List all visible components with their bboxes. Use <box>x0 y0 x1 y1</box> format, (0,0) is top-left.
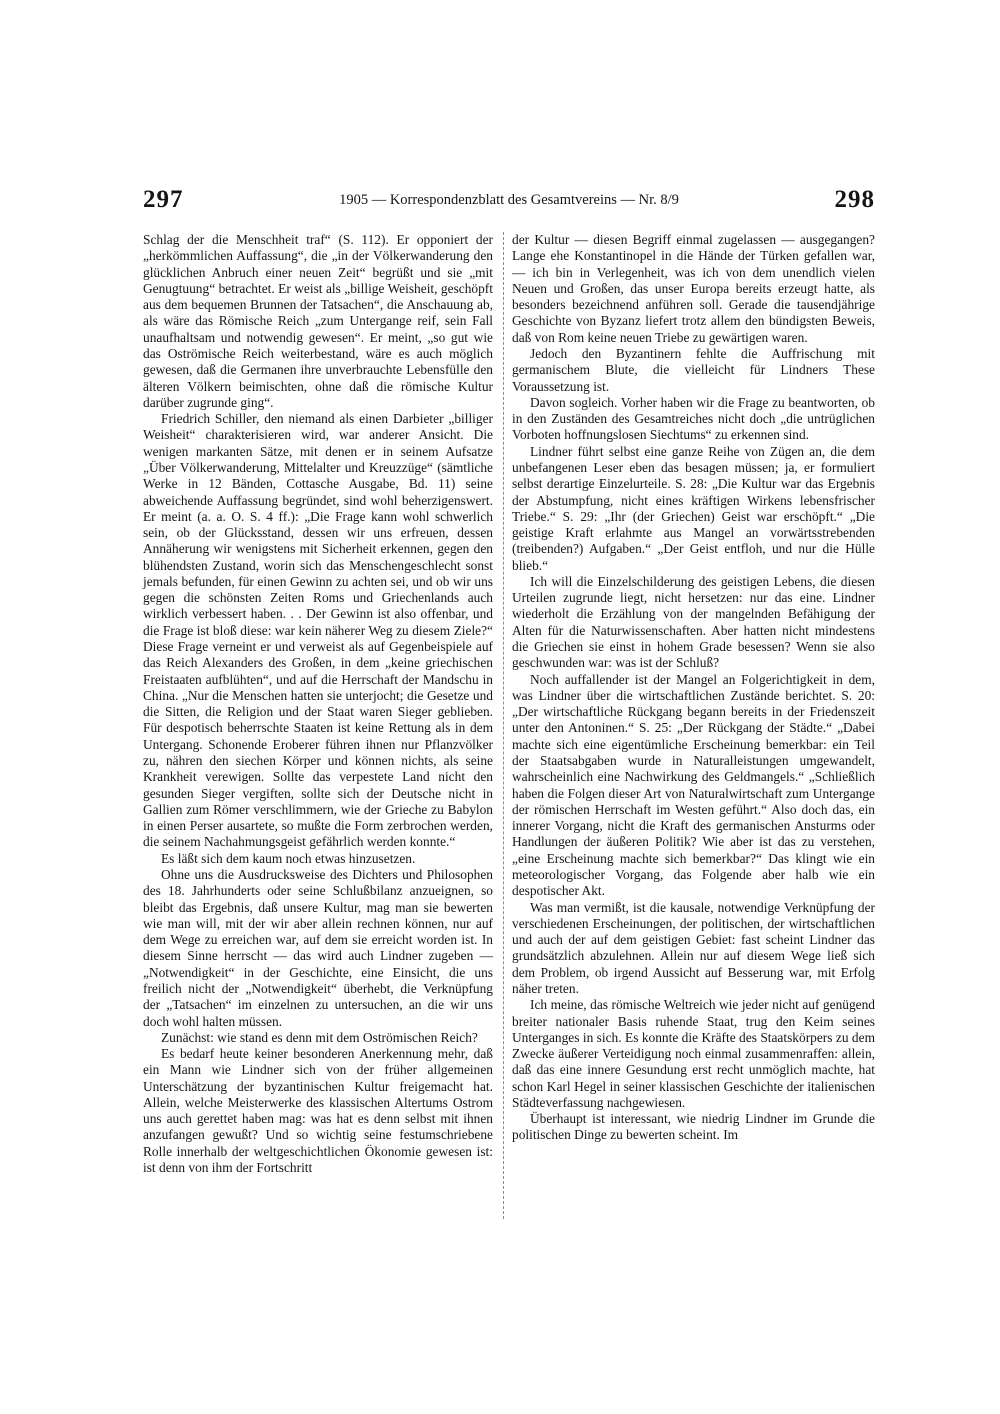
paragraph: Zunächst: wie stand es denn mit dem Oströmischen Reich? <box>161 1029 478 1045</box>
paragraph: Lindner führt selbst eine ganze Reihe von Zügen an, die dem unbefangenen Leser eben das besagen müssen; ja, er formuliert selbst derartige Einzelurteile. S. 28: „Die Kultur war das Ergebnis der Abstumpfung, nicht eines kräftigen Wirkens lebensfrischer Triebe.“ S. 29: „Ihr (der Griechen) Geist war erschöpft.“ „Die geistige Kraft erlahmte aus Mangel an vorwärtsstrebenden (treibenden?) Aufgaben.“ „Der Geist entfloh, und nur die Hülle blieb.“ <box>512 443 875 573</box>
column-divider <box>503 232 504 1219</box>
paragraph: Es läßt sich dem kaum noch etwas hinzusetzen. <box>161 850 416 866</box>
paragraph: Ich meine, das römische Weltreich wie jeder nicht auf genügend breiter nationaler Basis ruhende Staat, trug den Keim seines Unterganges in sich. Es konnte die Kräfte des Staatskörpers zu dem Zwecke äußerer Verteidigung noch einmal zusammenraffen: allein, daß das eine innere Gesundung erst recht unmöglich machte, hat schon Karl Hegel in seiner klassischen Geschichte der italienischen Städteverfassung nachgewiesen. <box>512 997 875 1110</box>
paragraph: Ich will die Einzelschilderung des geistigen Lebens, die diesen Urteilen zugrunde liegt, nicht hersetzen: nur das eine. Lindner wiederholt die Erzählung von der mangelnden Befähigung der Alten für die Naturwissenschaften. Aber hatten nicht mindestens die Griechen sie einst in hohem Grade besessen? Wenn sie also geschwunden war: was ist der Schluß? <box>512 573 875 671</box>
paragraph: Friedrich Schiller, den niemand als einen Darbieter „billiger Weisheit“ charakterisieren wird, war anderer Ansicht. Die wenigen markanten Sätze, mit denen er in seinem Aufsatze „Über Völkerwanderung, Mittelalter und Kreuzzüge“ (sämtliche Werke in 12 Bänden, Cottasche Ausgabe, Bd. 11) seine abweichende Auffassung begründet, sind wohl beherzigenswert. Er meint (a. a. O. S. 4 ff.): „Die Frage kann wohl schwerlich sein, ob der Glücksstand, dessen wir uns erfreuen, dessen Annäherung wir wenigstens mit Sicherheit erkennen, gegen den blühendsten Zustand, worin sich das Menschengeschlecht sonst jemals befunden, für einen Gewinn zu achten sei, und ob wir uns gegen die schönsten Zeiten Roms und Griechenlands auch wirklich verbessert haben. . . Der Gewinn ist also offenbar, und die Frage ist bloß diese: war kein näherer Weg zu diesem Ziele?“ Diese Frage verneint er und verweist als auf Gegenbeispiele auf das Reich Alexanders des Großen, in dem „keine griechischen Freistaaten aufblühten“, und auf die Herrschaft der Mandschu in China. „Nur die Menschen hatten sie unterjocht; die Gesetze und die Sitten, die Religion und der Staat waren Sieger geblieben. Für despotisch beherrschte Staaten ist keine Rettung als in dem Untergang. Schonende Eroberer führen ihnen nur Pflanzvölker zu, nähren den siechen Körper und können nichts, als seine Krankheit verewigen. Sollte das verpestete Land nicht den gesunden Sieger vergiften, sollte sich der Deutsche nicht in Gallien zum Römer verschlimmern, wie der Grieche zu Babylon in einen Perser ausartete, so mußte die Form zerbrochen werden, die seinem Nachahmungsgeist gefährlich werden konnte.“ <box>143 411 493 850</box>
right-column <box>512 232 875 1144</box>
paragraph: Es bedarf heute keiner besonderen Anerkennung mehr, daß ein Mann wie Lindner sich von der früher allgemeinen Unterschätzung der byzantinischen Kultur freigemacht hat. Allein, welche Meisterwerke des klassischen Altertums Ostrom uns auch gerettet haben mag: was hat es denn selbst mit ihnen anzufangen gewußt? Und so wichtig seine festumschriebene Rolle innerhalb der weltgeschichtlichen Ökonomie gewesen ist: ist denn von ihm der Fortschritt <box>143 1046 493 1176</box>
paragraph: Jedoch den Byzantinern fehlte die Auffrischung mit germanischem Blute, die vielleicht für Lindners These Voraussetzung ist. <box>512 345 875 394</box>
page-number-left: 297 <box>143 186 184 213</box>
left-column <box>143 232 493 1176</box>
page-header <box>143 186 875 214</box>
paragraph: Schlag der die Menschheit traf“ (S. 112). Er opponiert der „herkömmlichen Auffassung“, die „in der Völkerwanderung den glücklichen Anbruch einer neuen Zeit“ begrüßt und sie „mit Genugtuung“ betrachtet. Er weist als „billige Weisheit, geschöpft aus dem bequemen Brunnen der Tatsachen“, die Anschauung ab, als wäre das Römische Reich „zum Untergange reif, sein Fall unaufhaltsam und notwendig gewesen“. Er meint, „so gut wie das Oströmische Reich weiterbestand, wäre es auch möglich gewesen, daß die Germanen ihre unverbrauchte Lebensfülle den älteren Völkern beimischten, ohne daß die römische Kultur darüber zugrunde ging“. <box>143 232 493 410</box>
paragraph: Überhaupt ist interessant, wie niedrig Lindner im Grunde die politischen Dinge zu bewerten scheint. Im <box>512 1111 875 1143</box>
paragraph: Noch auffallender ist der Mangel an Folgerichtigkeit in dem, was Lindner über die wirtschaftlichen Zustände berichtet. S. 20: „Der wirtschaftliche Rückgang begann bereits in der Friedenszeit unter den Antoninen.“ S. 25: „Der Rückgang der Städte.“ „Dabei machte sich eine eigentümliche Erscheinung bemerkbar: ein Teil der Staatsabgaben wurde in Naturalleistungen umgewandelt, wahrscheinlich eine Nachwirkung des Geldmangels.“ „Schließlich haben die Folgen dieser Art von Naturalwirtschaft zum Untergange der römischen Herrschaft im Westen geführt.“ Also doch das, ein innerer Vorgang, nicht die Kraft des germanischen Ansturms oder Handlungen der äußeren Politik? Wie aber ist das zu verstehen, „eine Erscheinung machte sich bemerkbar?“ Das klingt wie ein meteorologischer Vorgang, das Folgende aber halb wie ein despotischer Akt. <box>512 671 875 899</box>
page-number-right: 298 <box>834 186 875 213</box>
paragraph: der Kultur — diesen Begriff einmal zugelassen — ausgegangen? Lange ehe Konstantinopel in die Hände der Türken gefallen war, — ich bin in Verlegenheit, was ich von dem unendlich vielen Neuen und Großen, das unser Europa bereits erzeugt hatte, als besonders bezeichnend anführen soll. Gerade die tausendjährige Geschichte von Byzanz liefert trotz allem den bündigsten Beweis, daß von Rom keine neuen Triebe zu gewärtigen waren. <box>512 232 875 345</box>
paragraph: Davon sogleich. Vorher haben wir die Frage zu beantworten, ob in den Zuständen des Gesamtreiches nicht doch „die untrüglichen Vorboten hoffnungslosen Siechtums“ zu erkennen sind. <box>512 394 875 443</box>
paragraph: Was man vermißt, ist die kausale, notwendige Verknüpfung der verschiedenen Erscheinungen, der politischen, der wirtschaftlichen und auch der auf dem geistigen Gebiet: fast scheint Lindner das grundsätzlich abzulehnen. Allein nur auf diesem Wege ließ sich dem Problem, ob irgend Aussicht auf Besserung war, mit Erfolg näher treten. <box>512 899 875 996</box>
paragraph: Ohne uns die Ausdrucksweise des Dichters und Philosophen des 18. Jahrhunderts oder seine Schlußbilanz anzueignen, so bleibt das Ergebnis, daß unsere Kultur, mag man sie bewerten wie man will, mit der wir aber allein rechnen können, nur auf dem Wege zu erreichen war, auf dem sie erreicht worden ist. In diesem Sinne herrscht — das wird auch Lindner zugeben — „Notwendigkeit“ in der Geschichte, eine Einsicht, die uns freilich nicht der „Notwendigkeit“ überhebt, die Verknüpfung der „Tatsachen“ im einzelnen zu untersuchen, an die wir uns doch wohl halten müssen. <box>143 866 493 1029</box>
running-title: 1905 — Korrespondenzblatt des Gesamtvereins — Nr. 8/9 <box>339 192 679 208</box>
